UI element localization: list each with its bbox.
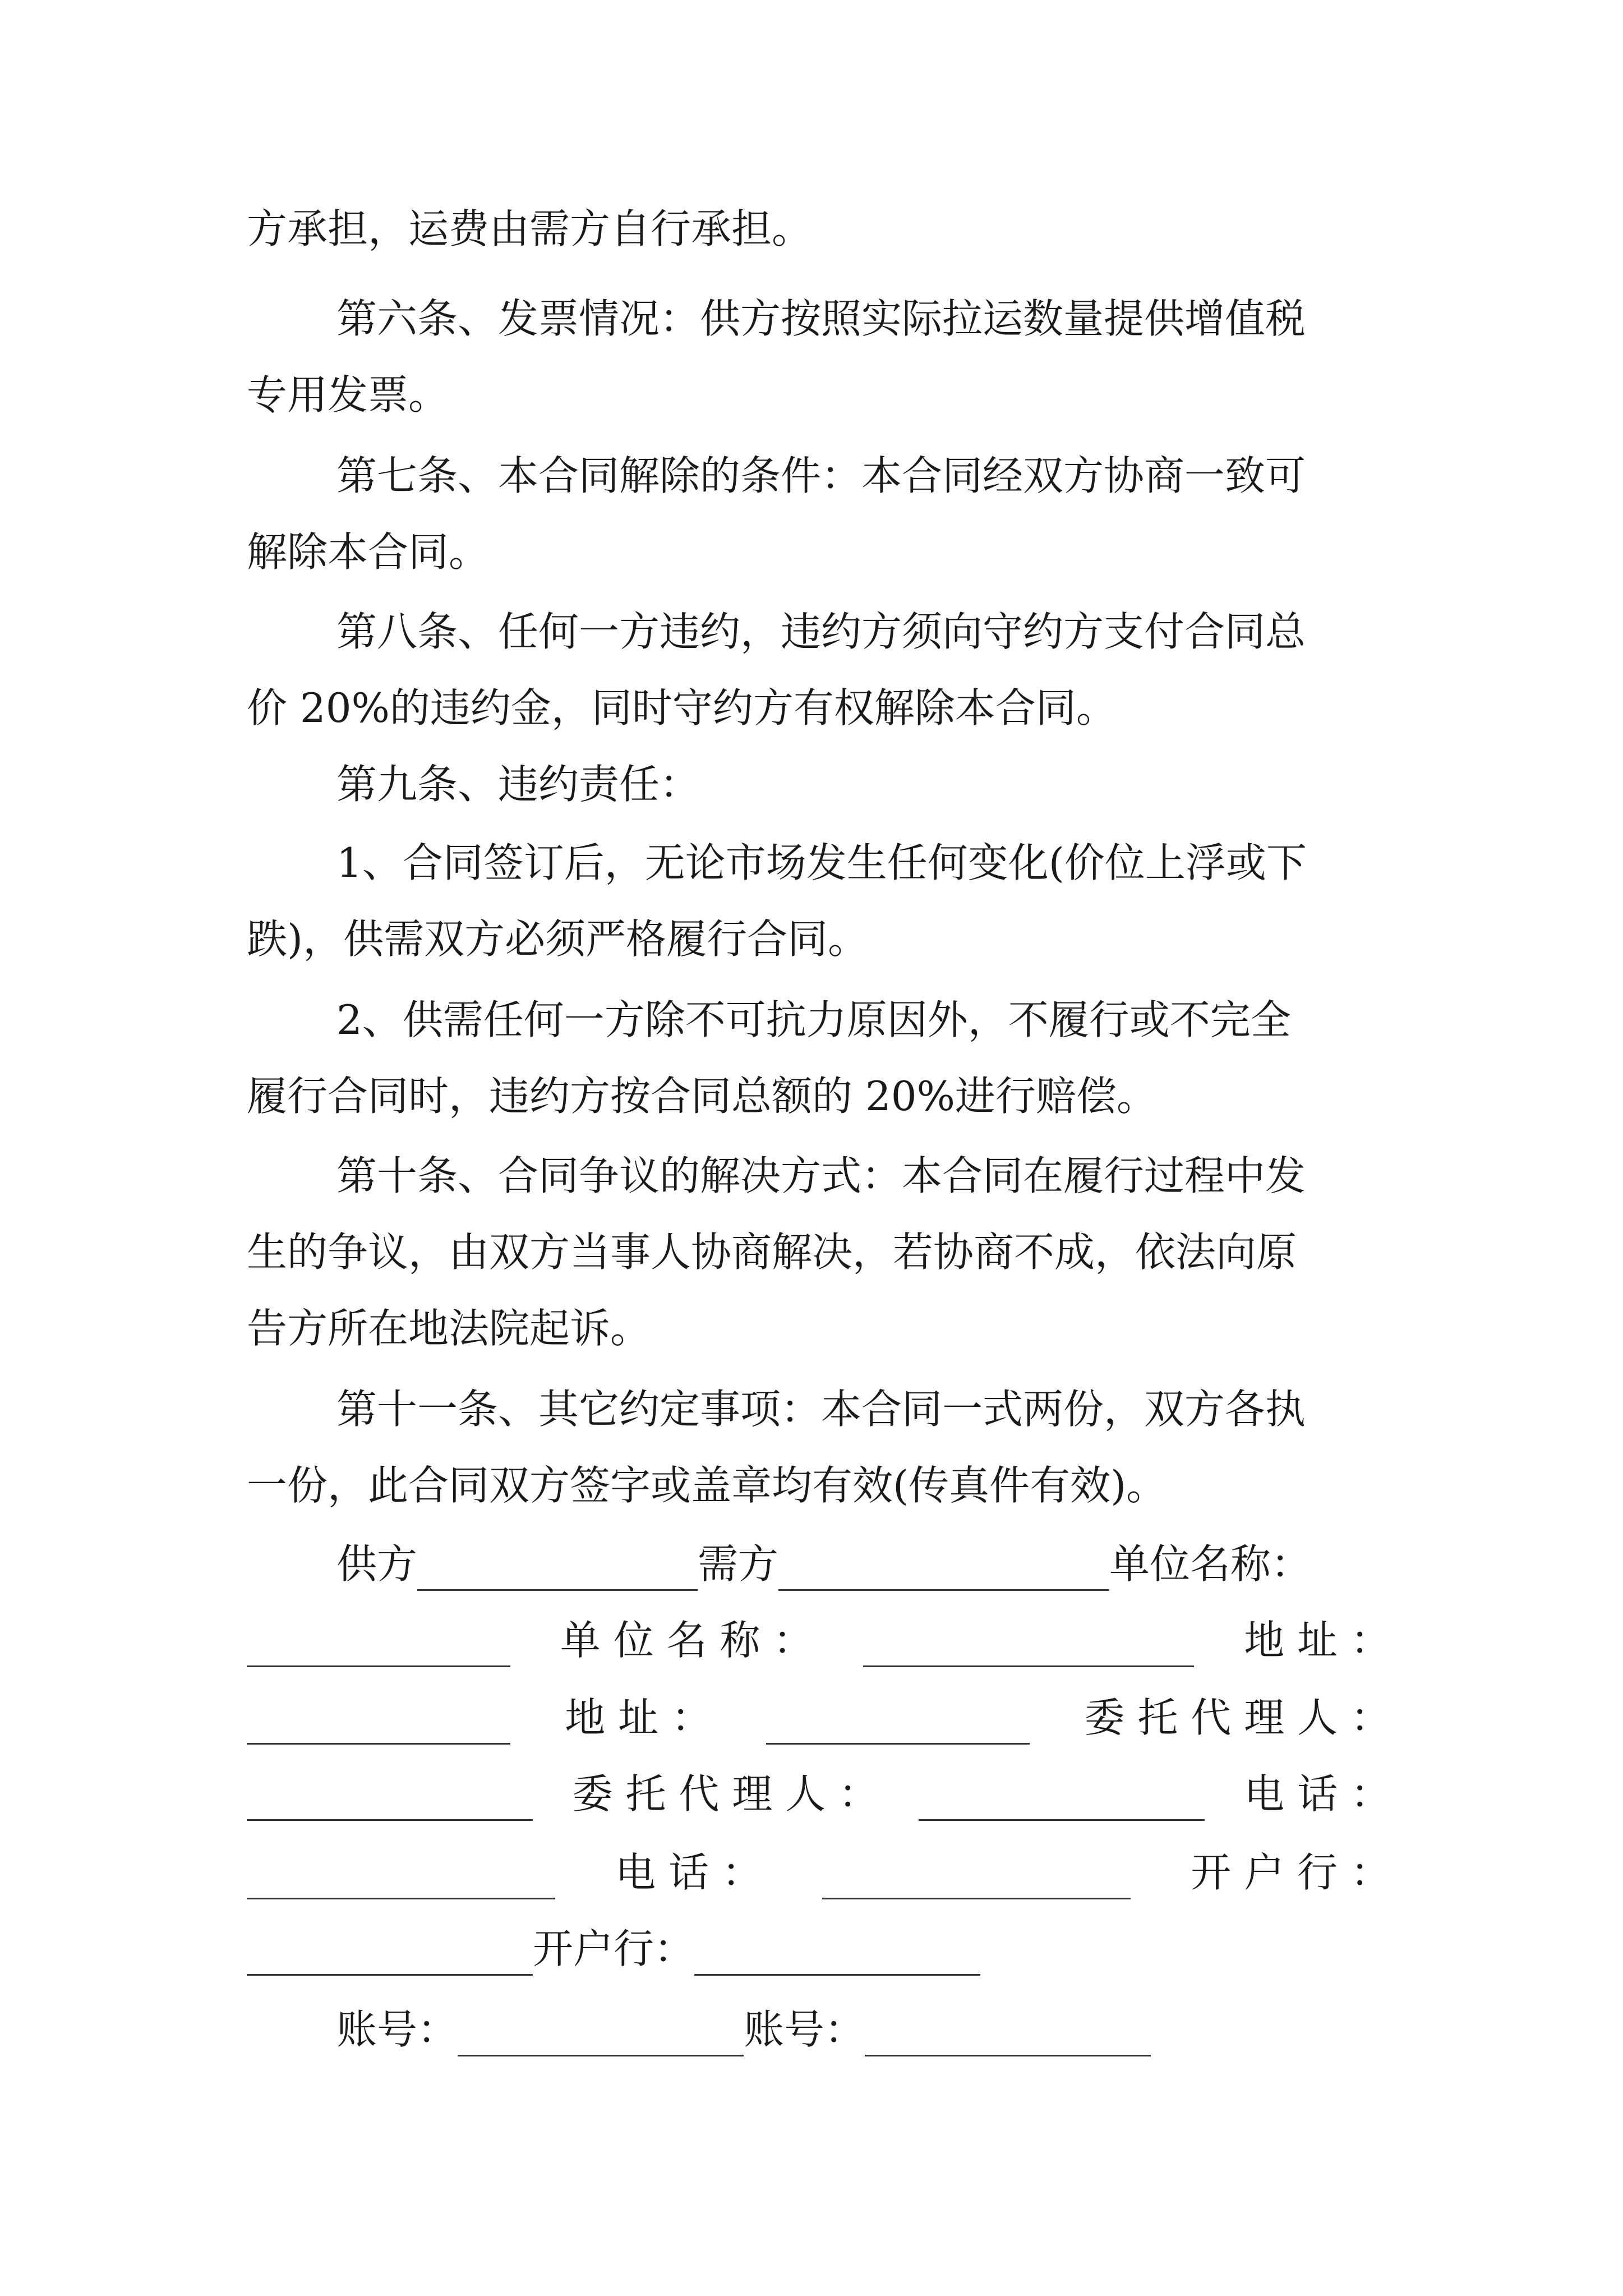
unit-name-label: 单位名称： [1109,1540,1312,1588]
agent-blank-2[interactable] [919,1780,1205,1821]
bank-blank[interactable] [247,1935,533,1976]
clause-7-line-2: 解除本合同。 [247,528,490,576]
clause-6-line-2: 专用发票。 [247,371,449,418]
buyer-label: 需方 [698,1540,779,1588]
clause-10-line-2: 生的争议，由双方当事人协商解决，若协商不成，依法向原 [247,1228,1297,1276]
agent-label-2: 委 托 代 理 人 ： [572,1770,879,1818]
signature-row-7 [336,2003,1391,2056]
clause-6-line-1: 第六条、发票情况：供方按照实际拉运数量提供增值税 [336,295,1306,342]
clause-10-line-3: 告方所在地法院起诉。 [247,1305,651,1352]
clause-9-item-2-line-1: 2、供需任何一方除不可抗力原因外，不履行或不完全 [336,996,1291,1043]
phone-blank[interactable] [247,1858,555,1899]
unit-name-blank[interactable] [247,1626,510,1667]
unit-name-label-2: 单 位 名 称 ： [560,1617,814,1664]
address-label: 地 址 ： [1244,1617,1391,1664]
bank-label-2: 开户行： [533,1925,695,1972]
phone-label-2: 电 话 ： [615,1849,762,1896]
signature-row-5 [247,1846,1391,1899]
clause-9-item-2-line-2: 履行合同时，违约方按合同总额的 20%进行赔偿。 [247,1073,1157,1120]
agent-blank[interactable] [247,1780,533,1821]
bank-blank-2[interactable] [694,1935,980,1976]
phone-blank-2[interactable] [822,1858,1131,1899]
signature-row-2 [247,1613,1391,1667]
clause-8-line-1: 第八条、任何一方违约，违约方须向守约方支付合同总 [336,608,1306,655]
account-blank[interactable] [458,2016,744,2056]
unit-name-blank-2[interactable] [863,1626,1194,1667]
clause-10-line-1: 第十条、合同争议的解决方式：本合同在履行过程中发 [336,1152,1306,1199]
text-line: 方承担，运费由需方自行承担。 [247,205,813,252]
supplier-label: 供方 [336,1540,418,1588]
address-blank[interactable] [247,1704,510,1745]
bank-label: 开 户 行 ： [1191,1849,1391,1896]
account-label-2: 账号： [744,2006,865,2053]
clause-9-title: 第九条、违约责任： [336,761,700,808]
phone-label: 电 话 ： [1244,1770,1391,1818]
address-label-2: 地 址 ： [565,1694,712,1741]
clause-7-line-1: 第七条、本合同解除的条件：本合同经双方协商一致可 [336,452,1306,499]
signature-row-6 [247,1922,1391,1976]
signature-row-1 [336,1537,1391,1591]
agent-label: 委 托 代 理 人 ： [1084,1694,1391,1741]
account-label: 账号： [336,2006,458,2053]
supplier-blank[interactable] [417,1550,698,1591]
clause-9-item-1-line-1: 1、合同签订后，无论市场发生任何变化(价位上浮或下 [336,839,1307,886]
clause-11-line-1: 第十一条、其它约定事项：本合同一式两份，双方各执 [336,1386,1306,1433]
account-blank-2[interactable] [865,2016,1151,2056]
clause-11-line-2: 一份，此合同双方签字或盖章均有效(传真件有效)。 [247,1462,1167,1509]
buyer-blank[interactable] [778,1550,1109,1591]
clause-8-line-2: 价 20%的违约金，同时守约方有权解除本合同。 [247,684,1117,731]
signature-row-4 [247,1767,1391,1821]
signature-row-3 [247,1691,1391,1745]
address-blank-2[interactable] [766,1704,1030,1745]
clause-9-item-1-line-2: 跌)，供需双方必须严格履行合同。 [247,915,869,963]
